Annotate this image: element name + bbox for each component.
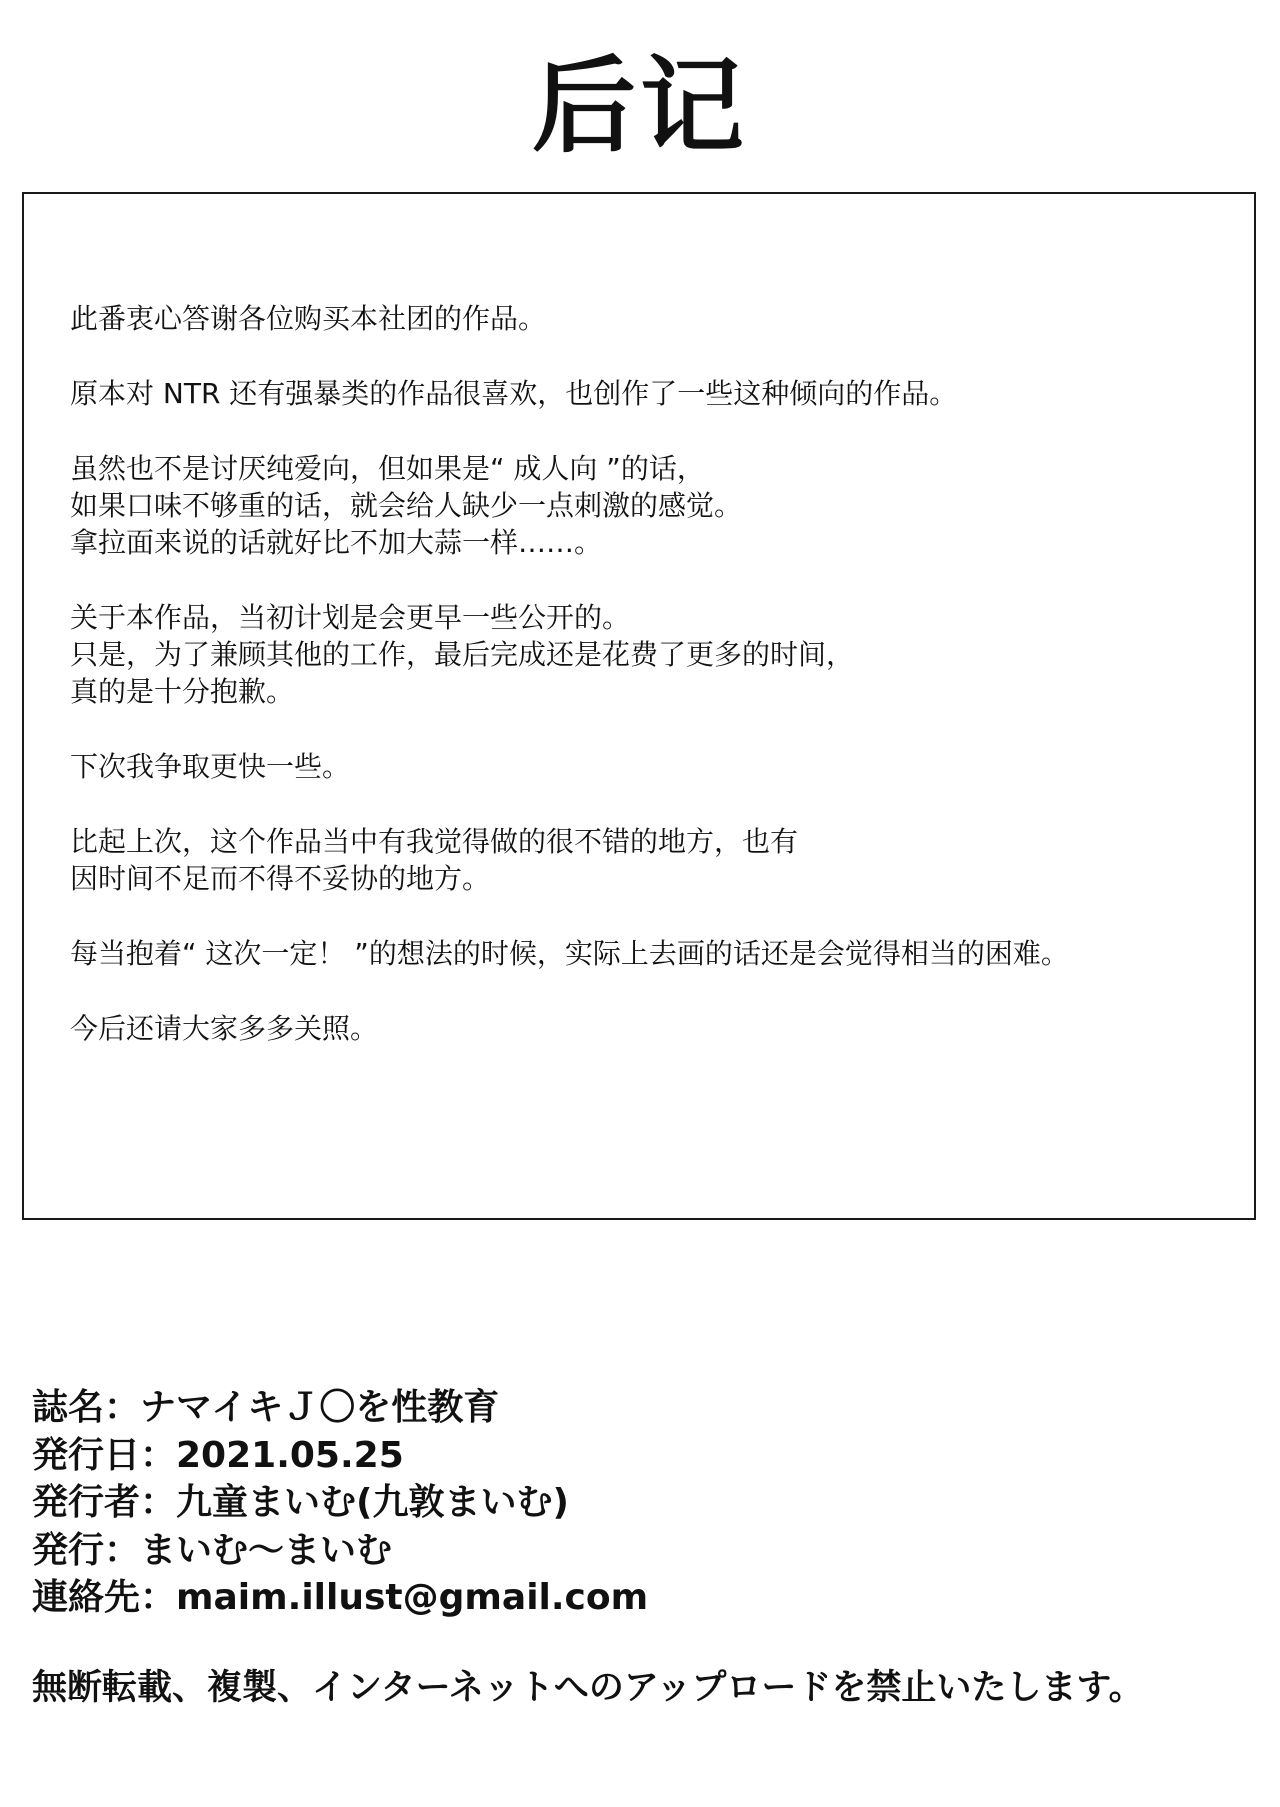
paragraph	[70, 748, 1220, 785]
afterword-text	[70, 300, 1220, 1085]
colophon-publisher: 発行：まいむ～まいむ	[32, 1529, 393, 1571]
text-line: 关于本作品，当初计划是会更早一些公开的。	[70, 601, 631, 634]
colophon-contact: 連絡先：maim.illust@gmail.com	[32, 1577, 649, 1618]
paragraph	[70, 375, 1220, 412]
page-title: 后记	[531, 45, 748, 167]
text-line: 每当抱着“ 这次一定！ ”的想法的时候，实际上去画的话还是会觉得相当的困难。	[70, 937, 1069, 970]
text-line: 虽然也不是讨厌纯爱向，但如果是“ 成人向 ”的话，	[70, 452, 705, 485]
text-line: 下次我争取更快一些。	[70, 750, 351, 783]
paragraph	[70, 450, 1220, 561]
text-line: 因时间不足而不得不妥协的地方。	[70, 862, 491, 895]
copyright-notice: 無断転載、複製、インターネットへのアップロードを禁止いたします。	[32, 1668, 1144, 1708]
paragraph	[70, 823, 1220, 897]
text-line: 拿拉面来说的话就好比不加大蒜一样……。	[70, 526, 603, 559]
colophon	[32, 1384, 1252, 1622]
text-line: 比起上次，这个作品当中有我觉得做的很不错的地方，也有	[70, 825, 799, 858]
paragraph	[70, 935, 1220, 972]
colophon-date: 発行日：2021.05.25	[32, 1434, 404, 1476]
paragraph	[70, 1010, 1220, 1047]
paragraph	[70, 300, 1220, 337]
text-line: 真的是十分抱歉。	[70, 675, 295, 708]
text-line: 只是，为了兼顾其他的工作，最后完成还是花费了更多的时间，	[70, 638, 855, 671]
colophon-author: 発行者：九童まいむ(九敦まいむ)	[32, 1482, 569, 1523]
colophon-title: 誌名：ナマイキＪ〇を性教育	[32, 1387, 500, 1428]
text-line: 原本对 NTR 还有强暴类的作品很喜欢，也创作了一些这种倾向的作品。	[70, 377, 958, 410]
paragraph	[70, 599, 1220, 710]
text-line: 此番衷心答谢各位购买本社团的作品。	[70, 302, 547, 335]
text-line: 如果口味不够重的话，就会给人缺少一点刺激的感觉。	[70, 489, 743, 522]
text-line: 今后还请大家多多关照。	[70, 1012, 379, 1045]
